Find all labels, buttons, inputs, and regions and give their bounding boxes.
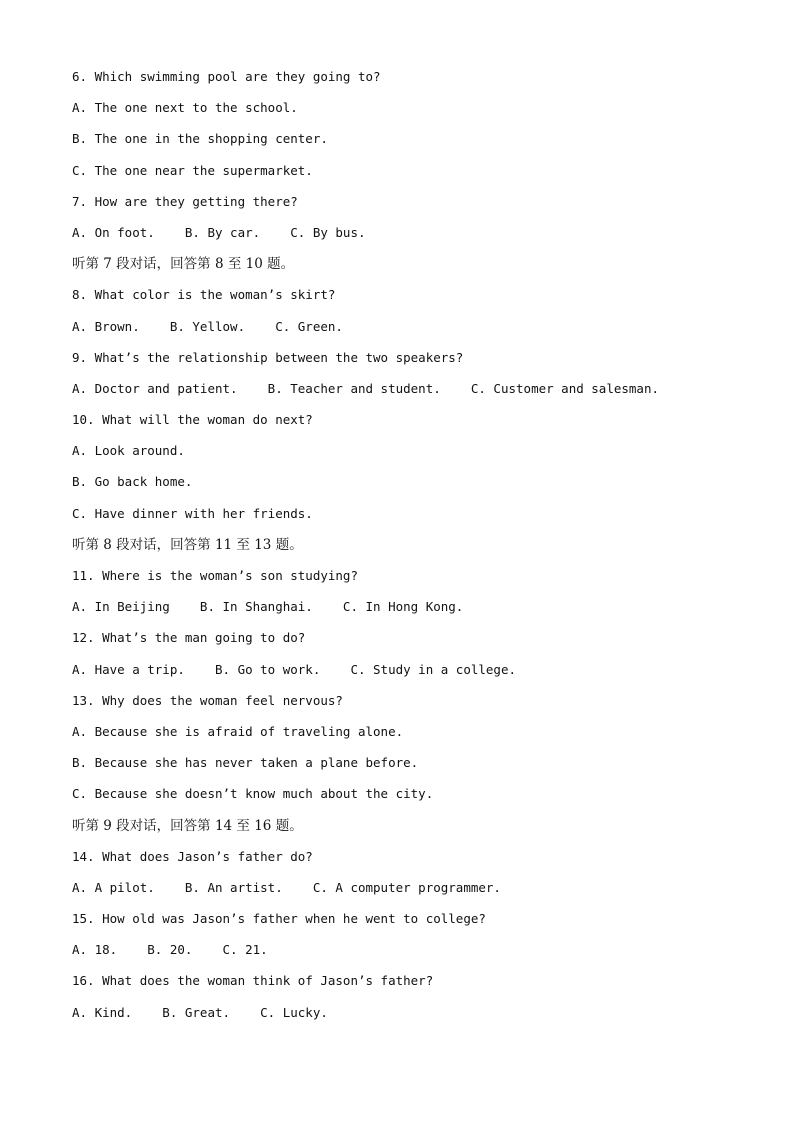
question-line: 11. Where is the woman’s son studying? <box>72 568 358 583</box>
question-line: 14. What does Jason’s father do? <box>72 848 313 864</box>
answer-options-line: A. Kind. B. Great. C. Lucky. <box>72 1004 328 1020</box>
answer-options-line: B. Because she has never taken a plane before. <box>72 755 419 771</box>
answer-options-line: A. Because she is afraid of traveling alone. <box>72 723 404 739</box>
question-line: 7. How are they getting there? <box>72 193 298 209</box>
answer-options-line: A. 18. B. 20. C. 21. <box>72 942 268 958</box>
question-line: 12. What’s the man going to do? <box>72 630 306 646</box>
question-line: 13. Why does the woman feel nervous? <box>72 692 343 708</box>
question-line: 10. What will the woman do next? <box>72 412 313 428</box>
answer-options-line: A. Doctor and patient. B. Teacher and student. C. Customer and salesman. <box>72 380 659 396</box>
section-instruction: 听第 8 段对话，回答第 11 至 13 题。 <box>72 536 303 553</box>
question-line: 15. How old was Jason’s father when he went to college? <box>72 911 486 927</box>
answer-options-line: A. Have a trip. B. Go to work. C. Study in a college. <box>72 661 517 677</box>
answer-options-line: A. A pilot. B. An artist. C. A computer programmer. <box>72 879 501 895</box>
answer-options-line: B. The one in the shopping center. <box>72 131 328 147</box>
answer-options-line: A. The one next to the school. <box>72 100 298 116</box>
answer-options-line: C. Because she doesn’t know much about the city. <box>72 786 434 802</box>
question-line: 16. What does the woman think of Jason’s father? <box>72 973 434 989</box>
section-instruction: 听第 7 段对话，回答第 8 至 10 题。 <box>72 256 295 273</box>
question-line: 9. What’s the relationship between the two speakers? <box>72 349 464 365</box>
answer-options-line: A. On foot. B. By car. C. By bus. <box>72 224 366 240</box>
question-line: 6. Which swimming pool are they going to? <box>72 69 381 84</box>
answer-options-line: A. Look around. <box>72 443 185 459</box>
question-line: 8. What color is the woman’s skirt? <box>72 287 336 303</box>
answer-options-line: C. Have dinner with her friends. <box>72 505 313 521</box>
answer-options-line: A. In Beijing B. In Shanghai. C. In Hong Kong. <box>72 599 464 615</box>
document-body <box>72 67 762 1034</box>
answer-options-line: B. Go back home. <box>72 474 193 490</box>
answer-options-line: C. The one near the supermarket. <box>72 162 313 178</box>
answer-options-line: A. Brown. B. Yellow. C. Green. <box>72 318 343 334</box>
section-instruction: 听第 9 段对话，回答第 14 至 16 题。 <box>72 817 303 834</box>
